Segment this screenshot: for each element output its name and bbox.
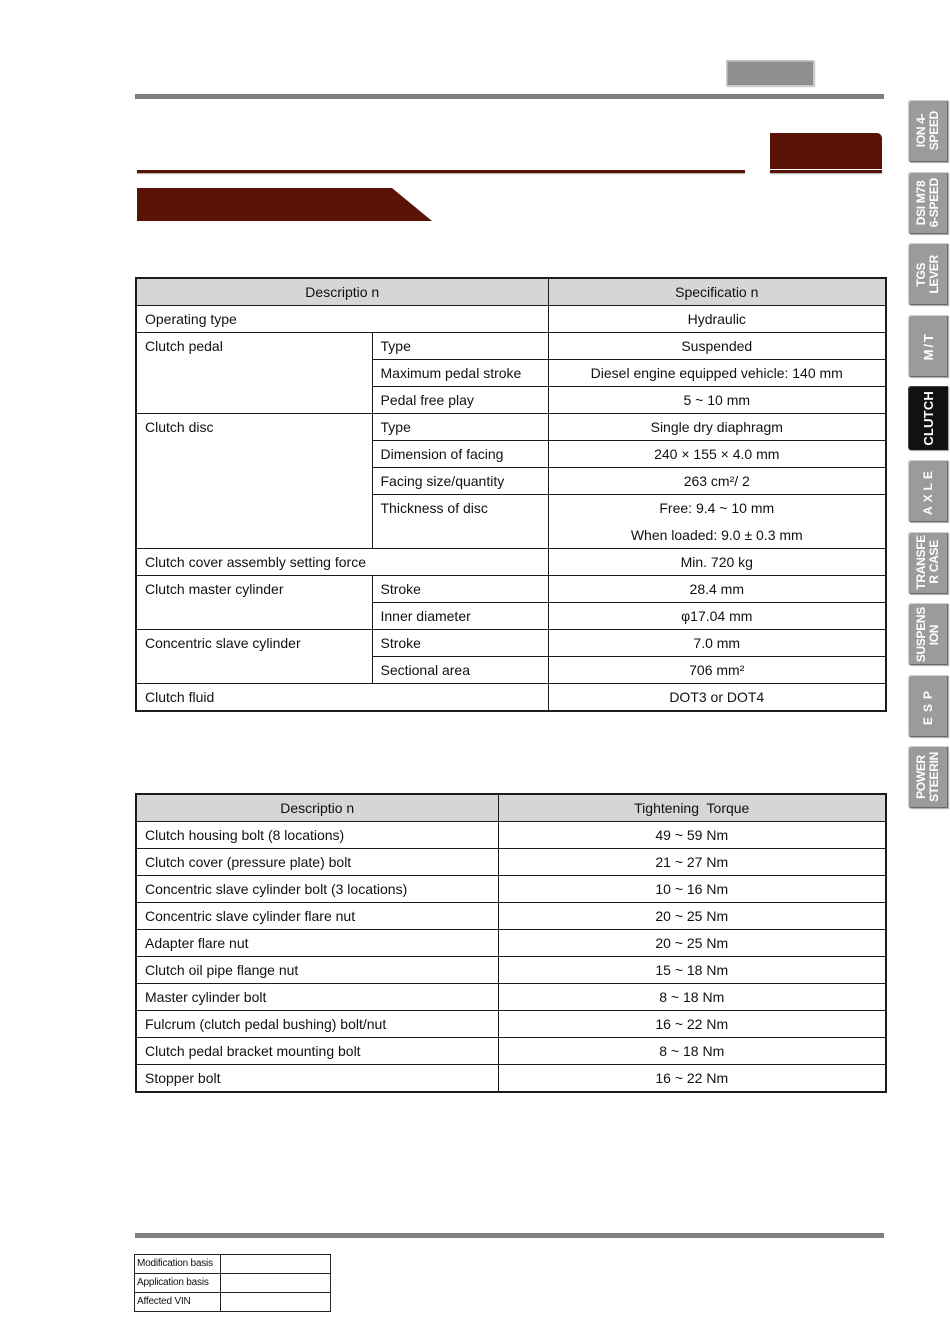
torque-description: Adapter flare nut bbox=[136, 930, 498, 957]
application-basis-label: Application basis bbox=[135, 1274, 221, 1293]
master-stroke-label: Stroke bbox=[372, 576, 548, 603]
tab-label-line: POWER bbox=[914, 755, 928, 800]
table-row bbox=[136, 549, 886, 576]
header-label-box bbox=[726, 60, 814, 86]
tab-esp[interactable] bbox=[908, 675, 948, 737]
tab-label-line: SUSPENS bbox=[914, 606, 928, 662]
torque-description: Fulcrum (clutch pedal bushing) bolt/nut bbox=[136, 1011, 498, 1038]
modification-basis-value bbox=[221, 1255, 331, 1274]
table-row bbox=[136, 576, 886, 603]
table-row bbox=[136, 822, 886, 849]
tab-label-line: TGS bbox=[914, 262, 928, 287]
tab-label bbox=[915, 607, 941, 662]
tab-transfer-case[interactable] bbox=[908, 532, 948, 594]
torque-value: 49 ~ 59 Nm bbox=[498, 822, 886, 849]
table-row bbox=[136, 1011, 886, 1038]
section-title-banner bbox=[137, 188, 432, 221]
table-row bbox=[136, 306, 886, 333]
pedal-stroke-value: Diesel engine equipped vehicle: 140 mm bbox=[548, 360, 886, 387]
chapter-tabs bbox=[908, 100, 948, 808]
tab-label-line: SPEED bbox=[927, 111, 941, 151]
disc-thickness-loaded: When loaded: 9.0 ± 0.3 mm bbox=[630, 526, 803, 543]
slave-cylinder-label: Concentric slave cylinder bbox=[136, 630, 372, 684]
table-row bbox=[136, 684, 886, 712]
operating-type-value: Hydraulic bbox=[548, 306, 886, 333]
tab-mt[interactable] bbox=[908, 315, 948, 377]
chapter-title-box bbox=[770, 133, 882, 169]
table-row bbox=[136, 630, 886, 657]
tab-label bbox=[922, 332, 935, 360]
disc-thickness-label: Thickness of disc bbox=[372, 495, 548, 549]
modification-basis-label: Modification basis bbox=[135, 1255, 221, 1274]
table-row bbox=[136, 876, 886, 903]
torque-description: Concentric slave cylinder flare nut bbox=[136, 903, 498, 930]
tightening-torque-table bbox=[135, 793, 887, 1093]
torque-value: 20 ~ 25 Nm bbox=[498, 903, 886, 930]
disc-thickness-value bbox=[548, 495, 886, 549]
table-row bbox=[136, 930, 886, 957]
torque-header-row bbox=[136, 794, 886, 822]
tab-label-line: R CASE bbox=[927, 540, 941, 585]
slave-stroke-label: Stroke bbox=[372, 630, 548, 657]
table-row bbox=[136, 333, 886, 360]
tab-label-line: M/T bbox=[920, 331, 936, 360]
pedal-stroke-label: Maximum pedal stroke bbox=[372, 360, 548, 387]
torque-value: 21 ~ 27 Nm bbox=[498, 849, 886, 876]
table-row bbox=[136, 414, 886, 441]
clutch-pedal-label: Clutch pedal bbox=[136, 333, 372, 414]
table-row bbox=[136, 984, 886, 1011]
revision-table bbox=[134, 1254, 331, 1312]
tab-label-line: STEERIN bbox=[927, 752, 941, 803]
specification-header: Specificatio n bbox=[548, 278, 886, 306]
tab-power-steering[interactable] bbox=[908, 746, 948, 808]
table-row bbox=[136, 957, 886, 984]
affected-vin-value bbox=[221, 1293, 331, 1312]
title-underline bbox=[137, 170, 745, 173]
torque-description-header: Descriptio n bbox=[136, 794, 498, 822]
footer-rule bbox=[135, 1233, 884, 1238]
clutch-cover-value: Min. 720 kg bbox=[548, 549, 886, 576]
tab-clutch[interactable] bbox=[908, 386, 948, 450]
tab-tgs-lever[interactable] bbox=[908, 243, 948, 305]
table-row bbox=[136, 1038, 886, 1065]
torque-description: Clutch pedal bracket mounting bolt bbox=[136, 1038, 498, 1065]
facing-dimension-label: Dimension of facing bbox=[372, 441, 548, 468]
tab-axle[interactable] bbox=[908, 460, 948, 522]
application-basis-value bbox=[221, 1274, 331, 1293]
torque-value: 16 ~ 22 Nm bbox=[498, 1011, 886, 1038]
tab-label-line: ESP bbox=[920, 686, 935, 726]
torque-value-header: Tightening Torque bbox=[498, 794, 886, 822]
torque-value: 15 ~ 18 Nm bbox=[498, 957, 886, 984]
tab-label bbox=[922, 391, 935, 446]
torque-description: Master cylinder bolt bbox=[136, 984, 498, 1011]
tab-label-line: DSI M78 bbox=[914, 180, 928, 225]
header-rule bbox=[135, 94, 884, 99]
tab-label-line: CLUTCH bbox=[920, 391, 936, 446]
specification-table bbox=[135, 277, 887, 712]
clutch-fluid-value: DOT3 or DOT4 bbox=[548, 684, 886, 712]
disc-type-value: Single dry diaphragm bbox=[548, 414, 886, 441]
table-row bbox=[135, 1255, 331, 1274]
tab-label bbox=[915, 535, 941, 590]
table-row bbox=[136, 849, 886, 876]
table-row bbox=[135, 1293, 331, 1312]
torque-value: 20 ~ 25 Nm bbox=[498, 930, 886, 957]
master-diameter-label: Inner diameter bbox=[372, 603, 548, 630]
facing-size-label: Facing size/quantity bbox=[372, 468, 548, 495]
tab-label-line: TRANSFE bbox=[914, 535, 928, 590]
description-header: Descriptio n bbox=[136, 278, 548, 306]
clutch-fluid-label: Clutch fluid bbox=[136, 684, 548, 712]
spec-header-row bbox=[136, 278, 886, 306]
tab-label bbox=[915, 255, 941, 294]
torque-value: 8 ~ 18 Nm bbox=[498, 1038, 886, 1065]
table-row bbox=[135, 1274, 331, 1293]
operating-type-label: Operating type bbox=[136, 306, 548, 333]
affected-vin-label: Affected VIN bbox=[135, 1293, 221, 1312]
clutch-disc-label: Clutch disc bbox=[136, 414, 372, 549]
torque-description: Clutch housing bolt (8 locations) bbox=[136, 822, 498, 849]
pedal-free-play-label: Pedal free play bbox=[372, 387, 548, 414]
tab-label-line: ION 4- bbox=[914, 114, 928, 148]
facing-size-value: 263 cm²/ 2 bbox=[548, 468, 886, 495]
torque-description: Clutch cover (pressure plate) bolt bbox=[136, 849, 498, 876]
torque-value: 8 ~ 18 Nm bbox=[498, 984, 886, 1011]
table-row bbox=[136, 1065, 886, 1093]
master-diameter-value: φ17.04 mm bbox=[548, 603, 886, 630]
tab-label-line: LEVER bbox=[927, 254, 941, 294]
tab-ion-4-speed[interactable] bbox=[908, 100, 948, 162]
tab-label-line: ION bbox=[927, 623, 941, 645]
clutch-cover-label: Clutch cover assembly setting force bbox=[136, 549, 548, 576]
facing-dimension-value: 240 × 155 × 4.0 mm bbox=[548, 441, 886, 468]
torque-description: Clutch oil pipe flange nut bbox=[136, 957, 498, 984]
tab-label-line: 6-SPEED bbox=[927, 177, 941, 228]
tab-label bbox=[922, 686, 935, 725]
master-cylinder-label: Clutch master cylinder bbox=[136, 576, 372, 630]
disc-thickness-free: Free: 9.4 ~ 10 mm bbox=[659, 500, 775, 516]
torque-value: 16 ~ 22 Nm bbox=[498, 1065, 886, 1093]
tab-dsi-m78-6-speed[interactable] bbox=[908, 172, 948, 234]
chapter-box-underline bbox=[770, 170, 882, 173]
tab-label-line: AXLE bbox=[920, 466, 935, 515]
table-row bbox=[136, 903, 886, 930]
tab-label bbox=[922, 467, 935, 515]
slave-area-label: Sectional area bbox=[372, 657, 548, 684]
pedal-type-value: Suspended bbox=[548, 333, 886, 360]
master-stroke-value: 28.4 mm bbox=[548, 576, 886, 603]
tab-label bbox=[915, 111, 941, 150]
torque-description: Stopper bolt bbox=[136, 1065, 498, 1093]
tab-label bbox=[915, 178, 941, 227]
torque-value: 10 ~ 16 Nm bbox=[498, 876, 886, 903]
slave-stroke-value: 7.0 mm bbox=[548, 630, 886, 657]
disc-type-label: Type bbox=[372, 414, 548, 441]
tab-label bbox=[915, 752, 941, 802]
torque-description: Concentric slave cylinder bolt (3 locations) bbox=[136, 876, 498, 903]
pedal-type-label: Type bbox=[372, 333, 548, 360]
tab-suspension[interactable] bbox=[908, 603, 948, 665]
pedal-free-play-value: 5 ~ 10 mm bbox=[548, 387, 886, 414]
slave-area-value: 706 mm² bbox=[548, 657, 886, 684]
